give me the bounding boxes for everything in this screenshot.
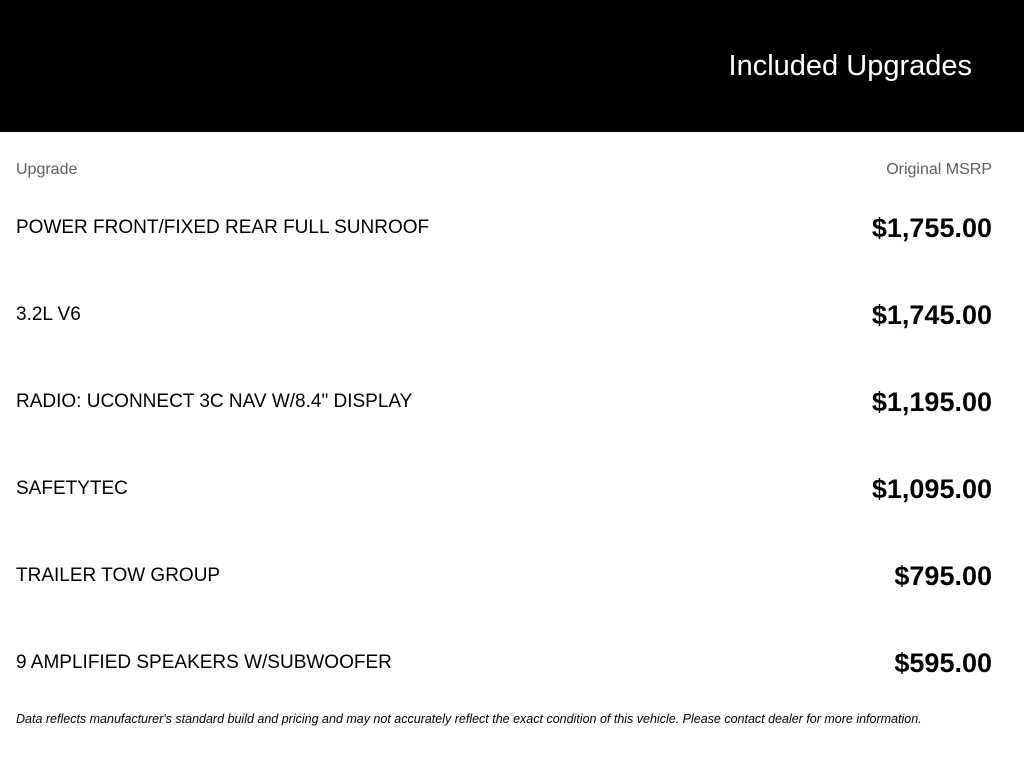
table-row: [16, 380, 992, 467]
column-header-msrp: Original MSRP: [886, 161, 992, 178]
table-column-headers: [16, 160, 992, 180]
upgrade-price: $1,755.00: [871, 213, 992, 243]
disclaimer-text: Data reflects manufacturer's standard build and pricing and may not accurately reflect the exact condition of this vehicle. Please contact dealer for more information.: [16, 712, 922, 726]
upgrade-price: $595.00: [894, 648, 992, 678]
page-title: Included Upgrades: [728, 50, 972, 82]
table-row: [16, 206, 992, 293]
upgrade-price: $1,095.00: [871, 474, 992, 504]
header-banner: [0, 0, 1024, 132]
column-header-upgrade: Upgrade: [16, 161, 78, 178]
table-row: [16, 554, 992, 641]
upgrade-price: $1,195.00: [871, 387, 992, 417]
upgrades-list: [16, 206, 992, 728]
table-row: [16, 293, 992, 380]
upgrade-name: 9 AMPLIFIED SPEAKERS W/SUBWOOFER: [16, 652, 392, 673]
upgrade-name: TRAILER TOW GROUP: [16, 565, 221, 586]
upgrade-name: POWER FRONT/FIXED REAR FULL SUNROOF: [16, 217, 430, 238]
upgrade-name: RADIO: UCONNECT 3C NAV W/8.4" DISPLAY: [16, 391, 413, 412]
table-row: [16, 467, 992, 554]
upgrade-name: 3.2L V6: [16, 304, 81, 325]
upgrade-price: $1,745.00: [871, 300, 992, 330]
upgrade-price: $795.00: [894, 561, 992, 591]
upgrade-name: SAFETYTEC: [16, 478, 128, 499]
